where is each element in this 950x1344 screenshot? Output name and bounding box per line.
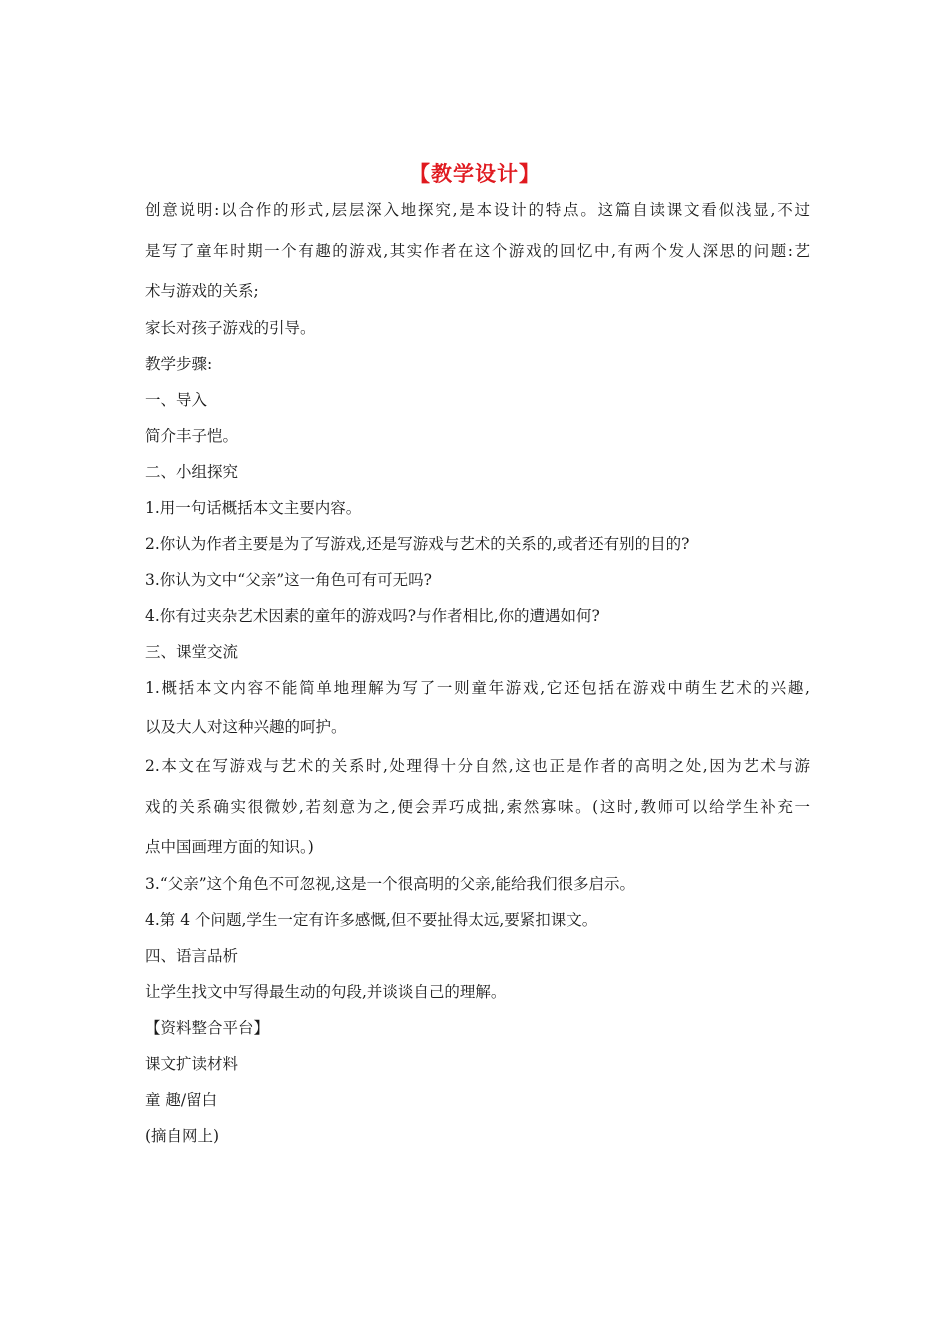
paragraph-line: 简介丰子恺。 <box>145 427 239 445</box>
page-title: 【教学设计】 <box>409 162 541 186</box>
section-heading: 一、导入 <box>145 391 208 409</box>
list-item: 3.“父亲”这个角色不可忽视,这是一个很高明的父亲,能给我们很多启示。 <box>145 875 635 893</box>
paragraph-line: 让学生找文中写得最生动的句段,并谈谈自己的理解。 <box>145 983 507 1001</box>
section-heading: 三、课堂交流 <box>145 643 239 661</box>
list-item: 3.你认为文中“父亲”这一角色可有可无吗? <box>145 571 432 589</box>
section-heading: 四、语言品析 <box>145 947 239 965</box>
paragraph-line: 术与游戏的关系; <box>145 282 259 300</box>
list-item-continuation: 戏的关系确实很微妙,若刻意为之,便会弄巧成拙,索然寡味。(这时,教师可以给学生补充一 <box>145 798 810 816</box>
paragraph-line: 是写了童年时期一个有趣的游戏,其实作者在这个游戏的回忆中,有两个发人深思的问题:艺 <box>145 242 810 260</box>
section-heading: 二、小组探究 <box>145 463 239 481</box>
paragraph-line: 教学步骤: <box>145 355 213 373</box>
list-item: 2.本文在写游戏与艺术的关系时,处理得十分自然,这也正是作者的高明之处,因为艺术与游 <box>145 757 810 775</box>
paragraph-line: 家长对孩子游戏的引导。 <box>145 319 316 337</box>
list-item: 2.你认为作者主要是为了写游戏,还是写游戏与艺术的关系的,或者还有别的目的? <box>145 535 690 553</box>
list-item: 4.你有过夹杂艺术因素的童年的游戏吗?与作者相比,你的遭遇如何? <box>145 607 600 625</box>
list-item: 1.用一句话概括本文主要内容。 <box>145 499 362 517</box>
paragraph-line: 创意说明:以合作的形式,层层深入地探究,是本设计的特点。这篇自读课文看似浅显,不过 <box>145 201 810 219</box>
paragraph-line: 童 趣/留白 <box>145 1091 218 1109</box>
paragraph-line: (摘自网上) <box>145 1127 220 1145</box>
section-heading: 【资料整合平台】 <box>145 1019 270 1037</box>
paragraph-line: 课文扩读材料 <box>145 1055 239 1073</box>
list-item: 4.第 4 个问题,学生一定有许多感慨,但不要扯得太远,要紧扣课文。 <box>145 911 598 929</box>
list-item-continuation: 点中国画理方面的知识。) <box>145 838 314 856</box>
list-item: 1.概括本文内容不能简单地理解为写了一则童年游戏,它还包括在游戏中萌生艺术的兴趣, <box>145 679 810 697</box>
list-item-continuation: 以及大人对这种兴趣的呵护。 <box>145 718 347 736</box>
